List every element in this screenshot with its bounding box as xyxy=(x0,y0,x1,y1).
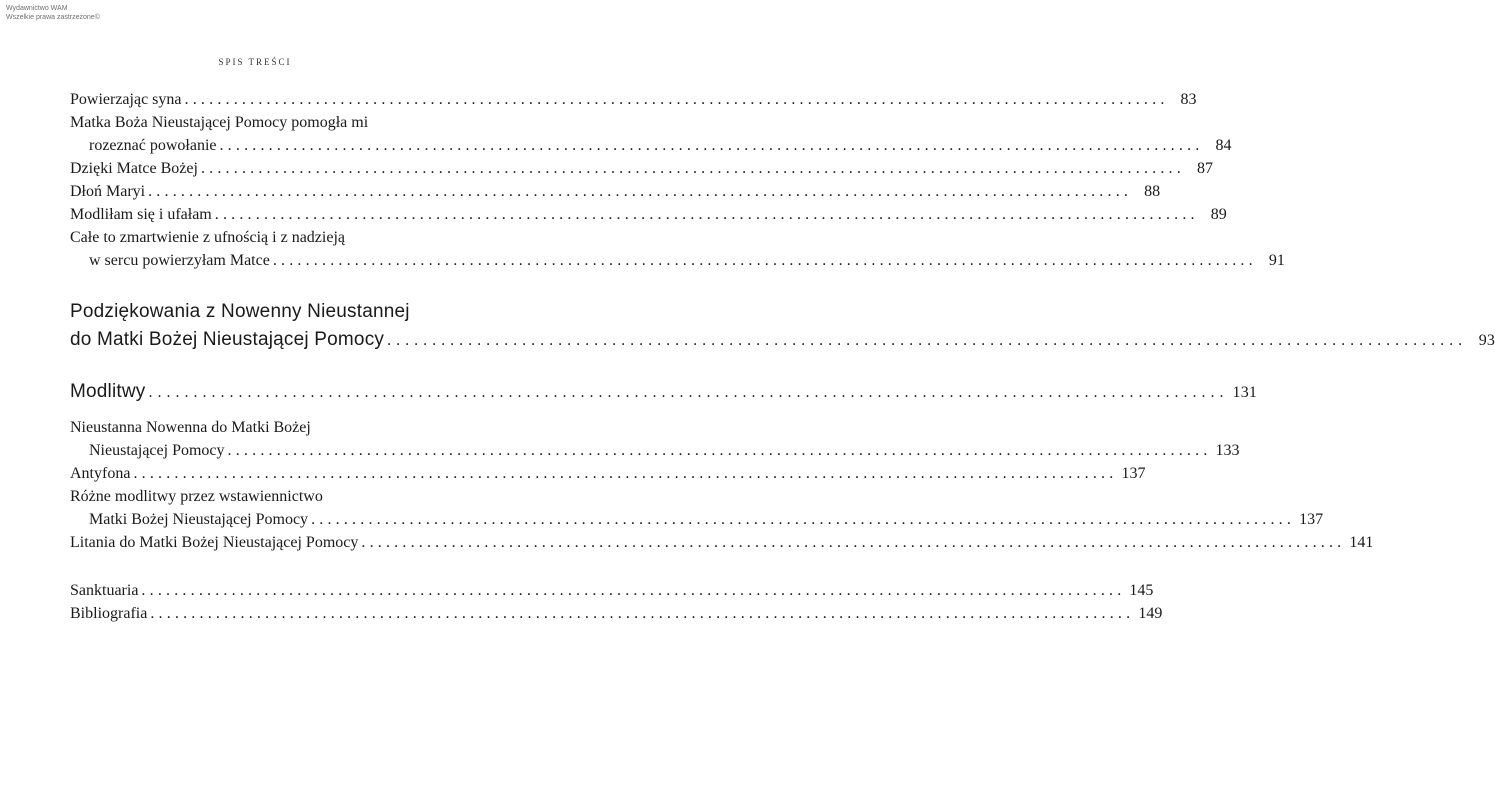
running-head: SPIS TREŚCI xyxy=(218,57,292,67)
toc-entry-title-line[interactable]: Całe to zmartwienie z ufnością i z nadzieją xyxy=(70,229,345,246)
toc-entry-page: 84 xyxy=(1215,137,1232,154)
leader-dots: ........................................................................................................................ xyxy=(227,442,1212,459)
toc-entry-title-line[interactable]: Nieustanna Nowenna do Matki Bożej xyxy=(70,419,311,436)
toc-entry-title: rozeznać powołanie xyxy=(89,137,217,154)
toc-entry[interactable] xyxy=(70,602,1163,625)
toc-section-title: Modlitwy xyxy=(70,381,146,402)
rights-notice: Wszelkie prawa zastrzeżone© xyxy=(6,14,100,21)
toc-entry-page: 91 xyxy=(1268,252,1285,269)
toc-section-page: 131 xyxy=(1232,384,1258,401)
leader-dots: ........................................................................................................................ xyxy=(219,137,1204,154)
leader-dots: ........................................................................................................................ xyxy=(133,465,1118,482)
toc-entry[interactable] xyxy=(70,203,1227,226)
leader-dots: ........................................................................................................................ xyxy=(148,183,1133,200)
toc-entry-title: Powierzając syna xyxy=(70,91,182,108)
leader-dots: ........................................................................................................................ xyxy=(200,160,1185,177)
toc-entry[interactable] xyxy=(70,134,1232,157)
toc-entry-page: 133 xyxy=(1215,442,1240,459)
toc-entry-title: Modliłam się i ufałam xyxy=(70,206,212,223)
leader-dots: ........................................................................................................................ xyxy=(272,252,1257,269)
toc-entry[interactable] xyxy=(70,462,1146,485)
toc-entry[interactable] xyxy=(70,531,1374,554)
leader-dots: ........................................................................................................................ xyxy=(148,384,1229,401)
toc-entry-page: 141 xyxy=(1349,534,1374,551)
toc-entry[interactable] xyxy=(70,88,1197,111)
toc-section-title: do Matki Bożej Nieustającej Pomocy xyxy=(70,329,385,350)
toc-entry-page: 137 xyxy=(1121,465,1146,482)
toc-entry-page: 88 xyxy=(1144,183,1161,200)
publisher-name: Wydawnictwo WAM xyxy=(6,5,68,12)
toc-entry[interactable] xyxy=(70,180,1161,203)
publisher-note xyxy=(6,4,100,22)
leader-dots: ........................................................................................................................ xyxy=(141,582,1126,599)
table-of-contents xyxy=(70,88,1495,625)
toc-entry-title: Dłoń Maryi xyxy=(70,183,146,200)
toc-entry[interactable] xyxy=(70,508,1324,531)
toc-entry-title: Nieustającej Pomocy xyxy=(89,442,225,459)
toc-entry-title: Antyfona xyxy=(70,465,131,482)
toc-section-page: 93 xyxy=(1478,332,1495,349)
leader-dots: ........................................................................................................................ xyxy=(387,332,1468,349)
leader-dots: ........................................................................................................................ xyxy=(184,91,1169,108)
toc-entry-page: 149 xyxy=(1138,605,1163,622)
toc-section[interactable] xyxy=(70,378,1258,406)
toc-entry[interactable] xyxy=(70,579,1154,602)
toc-entry-title: w sercu powierzyłam Matce xyxy=(89,252,270,269)
toc-section-title-line[interactable]: Podziękowania z Nowenny Nieustannej xyxy=(70,301,410,322)
toc-entry-title: Sanktuaria xyxy=(70,582,139,599)
leader-dots: ........................................................................................................................ xyxy=(150,605,1135,622)
toc-entry-title-line[interactable]: Różne modlitwy przez wstawiennictwo xyxy=(70,488,323,505)
toc-section[interactable] xyxy=(70,326,1495,354)
toc-entry-title: Bibliografia xyxy=(70,605,148,622)
toc-entry[interactable] xyxy=(70,249,1285,272)
leader-dots: ........................................................................................................................ xyxy=(361,534,1346,551)
toc-entry-title: Dzięki Matce Bożej xyxy=(70,160,198,177)
toc-entry-page: 137 xyxy=(1299,511,1324,528)
toc-entry[interactable] xyxy=(70,157,1213,180)
toc-entry-title-line[interactable]: Matka Boża Nieustającej Pomocy pomogła mi xyxy=(70,114,369,131)
toc-entry-page: 145 xyxy=(1129,582,1154,599)
leader-dots: ........................................................................................................................ xyxy=(311,511,1296,528)
toc-entry[interactable] xyxy=(70,439,1240,462)
toc-entry-page: 89 xyxy=(1210,206,1227,223)
leader-dots: ........................................................................................................................ xyxy=(214,206,1199,223)
toc-entry-title: Matki Bożej Nieustającej Pomocy xyxy=(89,511,309,528)
toc-entry-page: 83 xyxy=(1180,91,1197,108)
toc-entry-title: Litania do Matki Bożej Nieustającej Pomocy xyxy=(70,534,359,551)
toc-entry-page: 87 xyxy=(1196,160,1213,177)
